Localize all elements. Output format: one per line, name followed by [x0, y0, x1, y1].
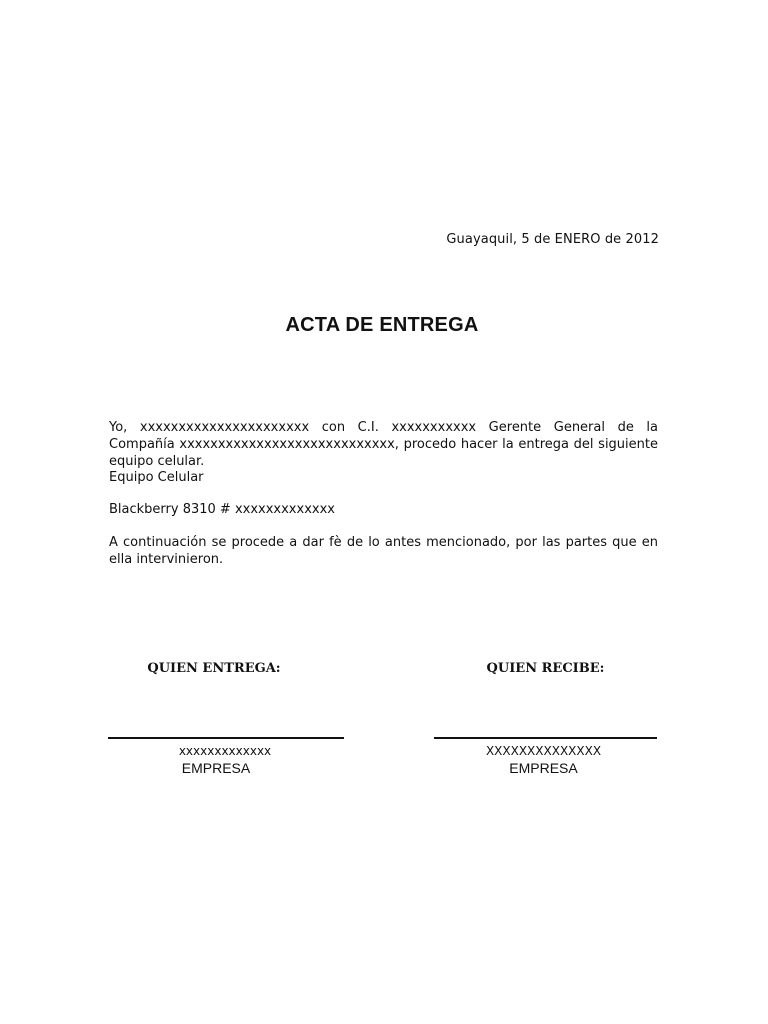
- signature-line-receiver: [434, 737, 657, 739]
- signature-name-deliverer: xxxxxxxxxxxxx: [178, 744, 272, 758]
- signature-line-deliverer: [108, 737, 344, 739]
- paragraph-equipment-model: Blackberry 8310 # xxxxxxxxxxxxx: [109, 502, 335, 517]
- date-line: Guayaquil, 5 de ENERO de 2012: [446, 232, 659, 247]
- signature-company-deliverer: EMPRESA: [181, 760, 251, 776]
- paragraph-closing: A continuación se procede a dar fè de lo antes mencionado, por las partes que en ella intervinieron.: [109, 535, 658, 567]
- document-title: ACTA DE ENTREGA: [285, 314, 479, 336]
- signature-name-receiver: XXXXXXXXXXXXXX: [485, 744, 602, 758]
- signature-company-receiver: EMPRESA: [509, 760, 578, 776]
- paragraph-equipment-heading: Equipo Celular: [109, 470, 204, 485]
- signature-heading-deliverer: QUIEN ENTREGA:: [147, 661, 281, 676]
- signature-heading-receiver: QUIEN RECIBE:: [486, 661, 605, 676]
- paragraph-declaration: Yo, xxxxxxxxxxxxxxxxxxxxxx con C.I. xxxxxxxxxxx Gerente General de la Compañía xxxxxxxxxxxxxxxxxxxxxxxxxxxx, procedo hacer la entrega del siguiente equipo celular.: [109, 420, 658, 469]
